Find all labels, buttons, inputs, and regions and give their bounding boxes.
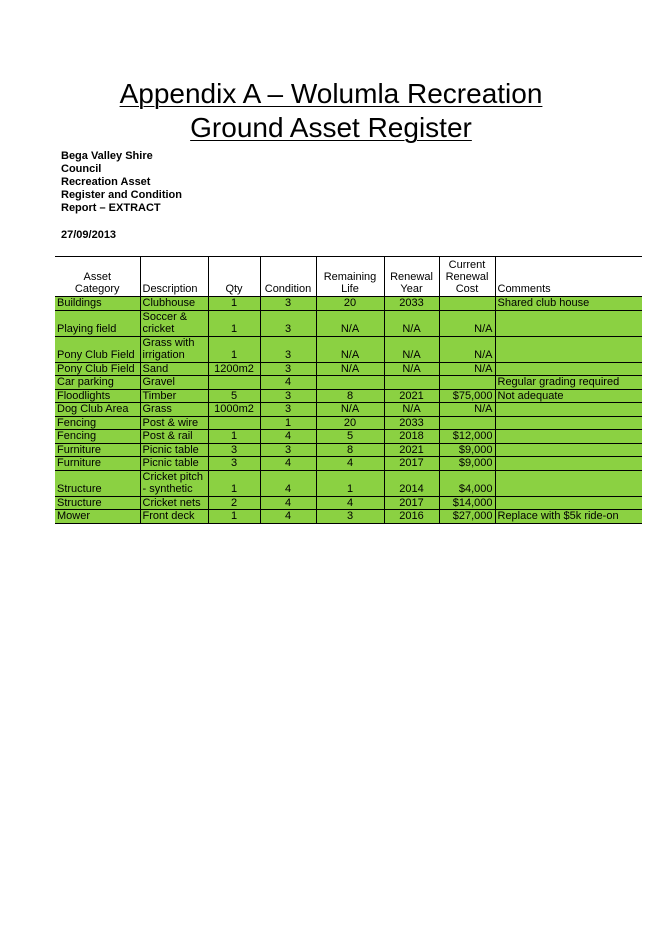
cell-renewal-year: 2017 (384, 496, 439, 510)
cell-comments (495, 430, 642, 444)
cell-cost: $4,000 (439, 470, 495, 496)
cell-renewal-year: 2018 (384, 430, 439, 444)
cell-condition: 3 (260, 310, 316, 336)
cell-category: Pony Club Field (55, 362, 140, 376)
cell-remaining-life: 20 (316, 297, 384, 311)
cell-comments: Not adequate (495, 389, 642, 403)
cell-condition: 3 (260, 403, 316, 417)
cell-cost: N/A (439, 403, 495, 417)
cell-category: Structure (55, 496, 140, 510)
cell-condition: 4 (260, 470, 316, 496)
cell-qty: 1 (208, 510, 260, 524)
cell-remaining-life: 20 (316, 416, 384, 430)
cell-cost: $14,000 (439, 496, 495, 510)
cell-condition: 3 (260, 297, 316, 311)
cell-qty: 1 (208, 310, 260, 336)
cell-cost: $75,000 (439, 389, 495, 403)
cell-description: Picnic table (140, 457, 208, 471)
org-line: Register and Condition (61, 189, 182, 201)
cell-cost (439, 297, 495, 311)
cell-renewal-year: 2033 (384, 297, 439, 311)
cell-category: Pony Club Field (55, 336, 140, 362)
cell-qty: 3 (208, 457, 260, 471)
org-line: Report – EXTRACT (61, 202, 161, 214)
cell-description: Soccer & cricket (140, 310, 208, 336)
header-asset-category: Asset Category (55, 257, 140, 297)
cell-cost: N/A (439, 362, 495, 376)
cell-category: Furniture (55, 457, 140, 471)
cell-remaining-life: 4 (316, 457, 384, 471)
table-row (55, 362, 642, 376)
cell-qty: 1 (208, 430, 260, 444)
table-row (55, 389, 642, 403)
cell-description: Post & rail (140, 430, 208, 444)
cell-condition: 4 (260, 510, 316, 524)
cell-remaining-life: 4 (316, 496, 384, 510)
table-body (55, 297, 642, 524)
cell-description: Picnic table (140, 443, 208, 457)
cell-condition: 4 (260, 496, 316, 510)
cell-description: Clubhouse (140, 297, 208, 311)
table-row (55, 470, 642, 496)
cell-comments (495, 416, 642, 430)
cell-condition: 4 (260, 457, 316, 471)
cell-category: Car parking (55, 376, 140, 390)
cell-remaining-life: N/A (316, 310, 384, 336)
cell-qty: 5 (208, 389, 260, 403)
org-line: Council (61, 163, 102, 175)
cell-renewal-year: 2021 (384, 389, 439, 403)
table-row (55, 430, 642, 444)
cell-comments (495, 310, 642, 336)
page-title (0, 77, 662, 145)
cell-remaining-life: 8 (316, 389, 384, 403)
cell-qty: 1200m2 (208, 362, 260, 376)
cell-condition: 3 (260, 362, 316, 376)
table-row (55, 376, 642, 390)
cell-category: Fencing (55, 430, 140, 444)
cell-description: Sand (140, 362, 208, 376)
header-condition: Condition (260, 257, 316, 297)
cell-renewal-year: 2021 (384, 443, 439, 457)
cell-remaining-life: N/A (316, 362, 384, 376)
cell-description: Post & wire (140, 416, 208, 430)
cell-cost: N/A (439, 310, 495, 336)
header-current-renewal-cost: Current Renewal Cost (439, 257, 495, 297)
cell-condition: 3 (260, 389, 316, 403)
cell-comments: Shared club house (495, 297, 642, 311)
cell-category: Buildings (55, 297, 140, 311)
cell-renewal-year: N/A (384, 362, 439, 376)
cell-cost (439, 376, 495, 390)
cell-renewal-year: N/A (384, 310, 439, 336)
cell-category: Structure (55, 470, 140, 496)
cell-description: Timber (140, 389, 208, 403)
cell-category: Mower (55, 510, 140, 524)
org-line: Recreation Asset (61, 176, 151, 188)
cell-comments (495, 362, 642, 376)
cell-remaining-life (316, 376, 384, 390)
cell-description: Cricket nets (140, 496, 208, 510)
organisation-block (61, 150, 182, 215)
cell-description: Grass with irrigation (140, 336, 208, 362)
cell-category: Dog Club Area (55, 403, 140, 417)
cell-renewal-year: 2017 (384, 457, 439, 471)
table-row (55, 403, 642, 417)
cell-qty: 1 (208, 297, 260, 311)
cell-comments (495, 496, 642, 510)
cell-comments (495, 470, 642, 496)
table-row (55, 297, 642, 311)
cell-description: Front deck (140, 510, 208, 524)
cell-condition: 4 (260, 430, 316, 444)
cell-qty: 1 (208, 470, 260, 496)
header-remaining-life: Remaining Life (316, 257, 384, 297)
org-line: Bega Valley Shire (61, 150, 153, 162)
cell-renewal-year (384, 376, 439, 390)
table-row (55, 457, 642, 471)
cell-category: Floodlights (55, 389, 140, 403)
title-line-1: Appendix A – Wolumla Recreation (119, 78, 543, 109)
table-row (55, 416, 642, 430)
cell-renewal-year: 2014 (384, 470, 439, 496)
table-row (55, 443, 642, 457)
header-qty: Qty (208, 257, 260, 297)
cell-renewal-year: N/A (384, 403, 439, 417)
cell-cost: $27,000 (439, 510, 495, 524)
cell-comments (495, 403, 642, 417)
cell-comments (495, 457, 642, 471)
cell-comments (495, 443, 642, 457)
cell-qty: 1 (208, 336, 260, 362)
table-row (55, 496, 642, 510)
table-header-row (55, 257, 642, 297)
cell-description: Cricket pitch - synthetic (140, 470, 208, 496)
cell-qty: 1000m2 (208, 403, 260, 417)
cell-qty (208, 376, 260, 390)
cell-renewal-year: 2033 (384, 416, 439, 430)
cell-cost: $12,000 (439, 430, 495, 444)
cell-qty (208, 416, 260, 430)
cell-cost: $9,000 (439, 443, 495, 457)
cell-condition: 3 (260, 443, 316, 457)
cell-renewal-year: 2016 (384, 510, 439, 524)
cell-remaining-life: N/A (316, 403, 384, 417)
cell-qty: 2 (208, 496, 260, 510)
cell-category: Furniture (55, 443, 140, 457)
cell-condition: 1 (260, 416, 316, 430)
cell-remaining-life: 1 (316, 470, 384, 496)
cell-remaining-life: N/A (316, 336, 384, 362)
cell-condition: 4 (260, 376, 316, 390)
cell-remaining-life: 8 (316, 443, 384, 457)
asset-register-table (55, 256, 642, 524)
cell-condition: 3 (260, 336, 316, 362)
table-row (55, 310, 642, 336)
cell-category: Fencing (55, 416, 140, 430)
cell-category: Playing field (55, 310, 140, 336)
cell-cost (439, 416, 495, 430)
table-row (55, 336, 642, 362)
cell-remaining-life: 5 (316, 430, 384, 444)
cell-comments: Replace with $5k ride-on (495, 510, 642, 524)
report-date: 27/09/2013 (61, 229, 117, 241)
header-comments: Comments (495, 257, 642, 297)
cell-comments: Regular grading required (495, 376, 642, 390)
cell-renewal-year: N/A (384, 336, 439, 362)
header-description: Description (140, 257, 208, 297)
cell-description: Gravel (140, 376, 208, 390)
title-line-2: Ground Asset Register (190, 112, 472, 143)
cell-comments (495, 336, 642, 362)
cell-cost: N/A (439, 336, 495, 362)
cell-qty: 3 (208, 443, 260, 457)
cell-description: Grass (140, 403, 208, 417)
cell-remaining-life: 3 (316, 510, 384, 524)
header-renewal-year: Renewal Year (384, 257, 439, 297)
cell-cost: $9,000 (439, 457, 495, 471)
table-row (55, 510, 642, 524)
